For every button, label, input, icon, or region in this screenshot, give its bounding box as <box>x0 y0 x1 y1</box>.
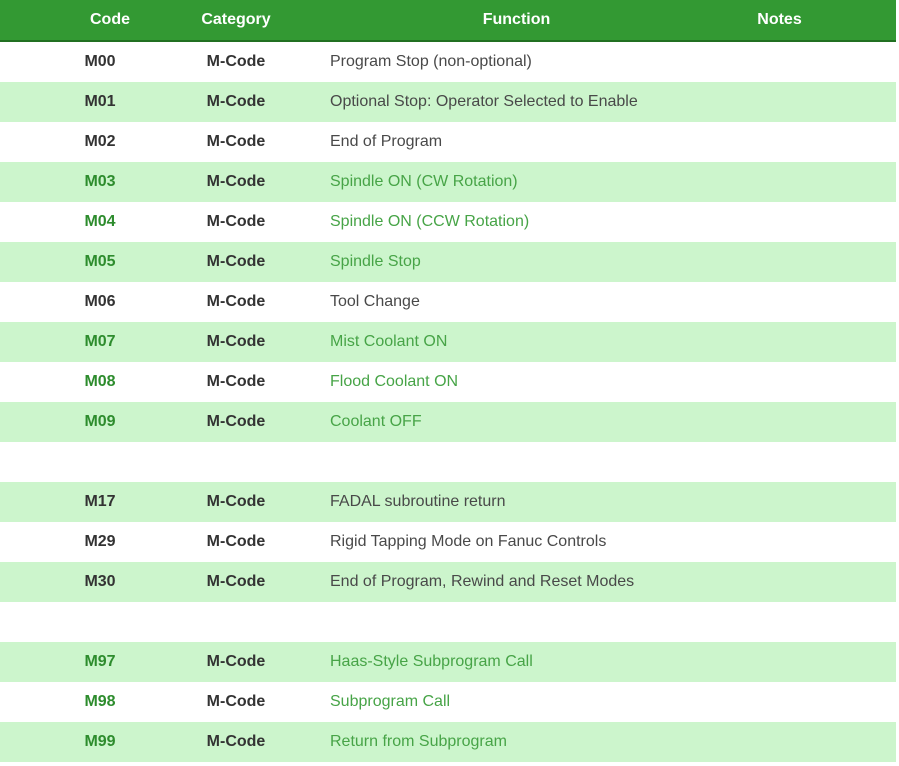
notes-cell <box>721 82 896 122</box>
notes-cell <box>721 122 896 162</box>
notes-cell <box>721 202 896 242</box>
function-cell: End of Program, Rewind and Reset Modes <box>330 573 635 590</box>
table-row <box>0 402 896 442</box>
table-row <box>0 722 896 762</box>
function-cell[interactable] <box>272 642 721 682</box>
code-cell: M01 <box>84 93 116 110</box>
code-cell[interactable] <box>0 642 200 682</box>
code-link[interactable]: M98 <box>84 693 116 710</box>
table-row <box>0 202 896 242</box>
function-cell[interactable] <box>272 682 721 722</box>
notes-cell <box>721 362 896 402</box>
function-link[interactable]: Spindle ON (CW Rotation) <box>330 173 518 190</box>
table-row <box>0 41 896 82</box>
code-cell[interactable] <box>0 722 200 762</box>
code-cell[interactable] <box>0 242 200 282</box>
header-row <box>0 0 896 41</box>
function-cell[interactable] <box>272 322 721 362</box>
notes-cell <box>721 282 896 322</box>
category-cell: M-Code <box>206 373 266 390</box>
function-link[interactable]: Spindle ON (CCW Rotation) <box>330 213 530 230</box>
notes-cell <box>721 482 896 522</box>
code-cell: M17 <box>84 493 116 510</box>
category-cell: M-Code <box>206 413 266 430</box>
function-link[interactable]: Return from Subprogram <box>330 733 507 750</box>
column-header-notes: Notes <box>721 0 896 41</box>
function-link[interactable]: Mist Coolant ON <box>330 333 448 350</box>
function-link[interactable]: Subprogram Call <box>330 693 451 710</box>
notes-cell <box>721 442 896 482</box>
code-link[interactable]: M04 <box>84 213 116 230</box>
notes-cell <box>721 41 896 82</box>
code-cell: M30 <box>84 573 116 590</box>
code-cell <box>0 602 200 642</box>
notes-cell <box>721 562 896 602</box>
category-cell: M-Code <box>206 733 266 750</box>
category-cell: M-Code <box>206 573 266 590</box>
function-cell[interactable] <box>272 402 721 442</box>
code-link[interactable]: M09 <box>84 413 116 430</box>
function-cell <box>272 442 721 482</box>
table-row <box>0 482 896 522</box>
function-cell[interactable] <box>272 202 721 242</box>
function-cell[interactable] <box>272 362 721 402</box>
code-link[interactable]: M03 <box>84 173 116 190</box>
code-cell[interactable] <box>0 162 200 202</box>
table-row <box>0 642 896 682</box>
column-header-code: Code <box>0 0 200 41</box>
category-cell: M-Code <box>206 693 266 710</box>
function-cell[interactable] <box>272 162 721 202</box>
category-cell: M-Code <box>206 493 266 510</box>
code-link[interactable]: M99 <box>84 733 116 750</box>
code-cell: M29 <box>84 533 116 550</box>
table-row <box>0 322 896 362</box>
category-cell: M-Code <box>206 653 266 670</box>
category-cell: M-Code <box>206 333 266 350</box>
table-body <box>0 41 896 762</box>
category-cell <box>200 442 272 482</box>
code-cell[interactable] <box>0 682 200 722</box>
notes-cell <box>721 322 896 362</box>
code-cell <box>0 442 200 482</box>
code-link[interactable]: M97 <box>84 653 116 670</box>
function-cell: Optional Stop: Operator Selected to Enable <box>330 93 638 110</box>
table-row <box>0 122 896 162</box>
notes-cell <box>721 602 896 642</box>
notes-cell <box>721 402 896 442</box>
code-cell[interactable] <box>0 202 200 242</box>
category-cell: M-Code <box>206 533 266 550</box>
function-link[interactable]: Spindle Stop <box>330 253 421 270</box>
code-cell[interactable] <box>0 362 200 402</box>
category-cell: M-Code <box>206 53 266 70</box>
table-row <box>0 562 896 602</box>
table-row <box>0 682 896 722</box>
function-link[interactable]: Haas-Style Subprogram Call <box>330 653 533 670</box>
notes-cell <box>721 242 896 282</box>
function-cell[interactable] <box>272 242 721 282</box>
notes-cell <box>721 682 896 722</box>
function-link[interactable]: Coolant OFF <box>330 413 422 430</box>
code-link[interactable]: M07 <box>84 333 116 350</box>
column-header-category: Category <box>200 0 272 41</box>
function-cell <box>272 602 721 642</box>
function-cell: Tool Change <box>330 293 420 310</box>
function-cell: FADAL subroutine return <box>330 493 506 510</box>
table-row <box>0 522 896 562</box>
code-link[interactable]: M05 <box>84 253 116 270</box>
category-cell <box>200 602 272 642</box>
function-link[interactable]: Flood Coolant ON <box>330 373 459 390</box>
code-cell: M02 <box>84 133 116 150</box>
code-cell[interactable] <box>0 322 200 362</box>
category-cell: M-Code <box>206 253 266 270</box>
code-cell[interactable] <box>0 402 200 442</box>
notes-cell <box>721 162 896 202</box>
function-cell[interactable] <box>272 722 721 762</box>
category-cell: M-Code <box>206 133 266 150</box>
spacer-row <box>0 602 896 642</box>
category-cell: M-Code <box>206 93 266 110</box>
code-link[interactable]: M08 <box>84 373 116 390</box>
table-row <box>0 162 896 202</box>
code-cell: M00 <box>84 53 116 70</box>
table-row <box>0 362 896 402</box>
function-cell: End of Program <box>330 133 443 150</box>
category-cell: M-Code <box>206 173 266 190</box>
code-cell: M06 <box>84 293 116 310</box>
function-cell: Rigid Tapping Mode on Fanuc Controls <box>330 533 607 550</box>
notes-cell <box>721 722 896 762</box>
category-cell: M-Code <box>206 213 266 230</box>
category-cell: M-Code <box>206 293 266 310</box>
table-header <box>0 0 896 41</box>
spacer-row <box>0 442 896 482</box>
table-row <box>0 282 896 322</box>
notes-cell <box>721 642 896 682</box>
table-row <box>0 242 896 282</box>
table-row <box>0 82 896 122</box>
column-header-function: Function <box>272 0 721 41</box>
function-cell: Program Stop (non-optional) <box>330 53 532 70</box>
notes-cell <box>721 522 896 562</box>
